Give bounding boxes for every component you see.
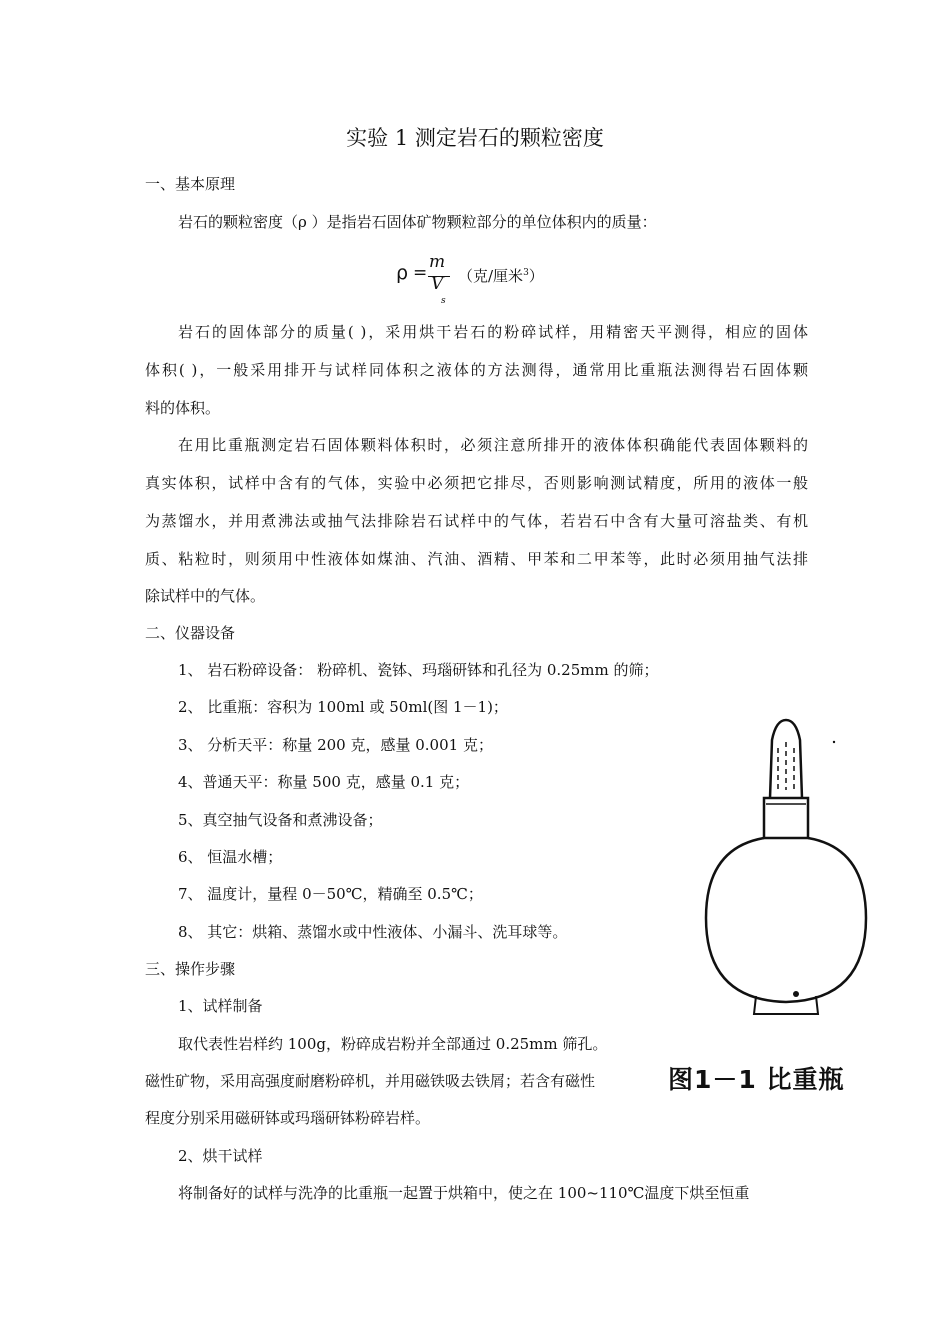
section-heading-principle: 一、基本原理 (145, 175, 236, 193)
equipment-item: 8、 其它：烘箱、蒸馏水或中性液体、小漏斗、洗耳球等。 (178, 923, 568, 941)
principle-intro: 岩石的颗粒密度（ρ ）是指岩石固体矿物颗粒部分的单位体积内的质量： (178, 213, 657, 231)
formula-equals: = (413, 263, 428, 283)
formula-denominator: V (431, 274, 444, 294)
paragraph-line: 在用比重瓶测定岩石固体颗料体积时，必须注意所排开的液体体积确能代表固体颗料的 (178, 436, 808, 454)
density-formula (396, 252, 596, 308)
paragraph-line: 除试样中的气体。 (145, 587, 266, 605)
formula-unit: （克/厘米$^3$） (458, 267, 544, 285)
pycnometer-drawing (700, 718, 870, 1018)
formula-numerator: m (429, 252, 446, 272)
paragraph-line: 料的体积。 (145, 399, 221, 417)
formula-lhs: ρ (396, 262, 409, 284)
paragraph-line: 将制备好的试样与洗净的比重瓶一起置于烘箱中，使之在 100~110℃温度下烘至恒重 (178, 1184, 750, 1202)
paragraph-line: 磁性矿物，采用高强度耐磨粉碎机，并用磁铁吸去铁屑；若含有磁性 (145, 1072, 596, 1090)
paragraph-line: 质、粘粒时，则须用中性液体如煤油、汽油、酒精、甲苯和二甲苯等，此时必须用抽气法排 (145, 550, 808, 568)
equipment-item: 2、 比重瓶：容积为 100ml 或 50ml(图 1－1)； (178, 698, 508, 716)
equipment-item: 1、 岩石粉碎设备： 粉碎机、瓷钵、玛瑙研钵和孔径为 0.25mm 的筛； (178, 661, 659, 679)
section-heading-equipment: 二、仪器设备 (145, 624, 236, 642)
sub-heading-sample-prep: 1、试样制备 (178, 997, 263, 1015)
equipment-item: 5、真空抽气设备和煮沸设备； (178, 811, 383, 829)
section-heading-procedure: 三、操作步骤 (145, 960, 236, 978)
figure-caption: 图1－1 比重瓶 (668, 1065, 845, 1094)
paragraph-line: 真实体积，试样中含有的气体，实验中必须把它排尽，否则影响测试精度，所用的液体一般 (145, 474, 808, 492)
formula-subscript: s (441, 296, 446, 306)
equipment-item: 3、 分析天平：称量 200 克，感量 0.001 克； (178, 736, 493, 754)
paragraph-line: 体积( )，一般采用排开与试样同体积之液体的方法测得，通常用比重瓶法测得岩石固体颗 (145, 361, 808, 379)
page-title: 实验 1 测定岩石的颗粒密度 (346, 126, 604, 150)
paragraph-line: 取代表性岩样约 100g，粉碎成岩粉并全部通过 0.25mm 筛孔。 (178, 1035, 608, 1053)
paragraph-line: 岩石的固体部分的质量( )，采用烘干岩石的粉碎试样，用精密天平测得，相应的固体 (178, 323, 808, 341)
equipment-item: 7、 温度计，量程 0－50℃，精确至 0.5℃； (178, 885, 483, 903)
equipment-item: 4、普通天平：称量 500 克，感量 0.1 克； (178, 773, 470, 791)
paragraph-line: 程度分别采用磁研钵或玛瑙研钵粉碎岩样。 (145, 1109, 431, 1127)
sub-heading-drying: 2、烘干试样 (178, 1147, 263, 1165)
paragraph-line: 为蒸馏水，并用煮沸法或抽气法排除岩石试样中的气体，若岩石中含有大量可溶盐类、有机 (145, 512, 808, 530)
equipment-item: 6、 恒温水槽； (178, 848, 283, 866)
